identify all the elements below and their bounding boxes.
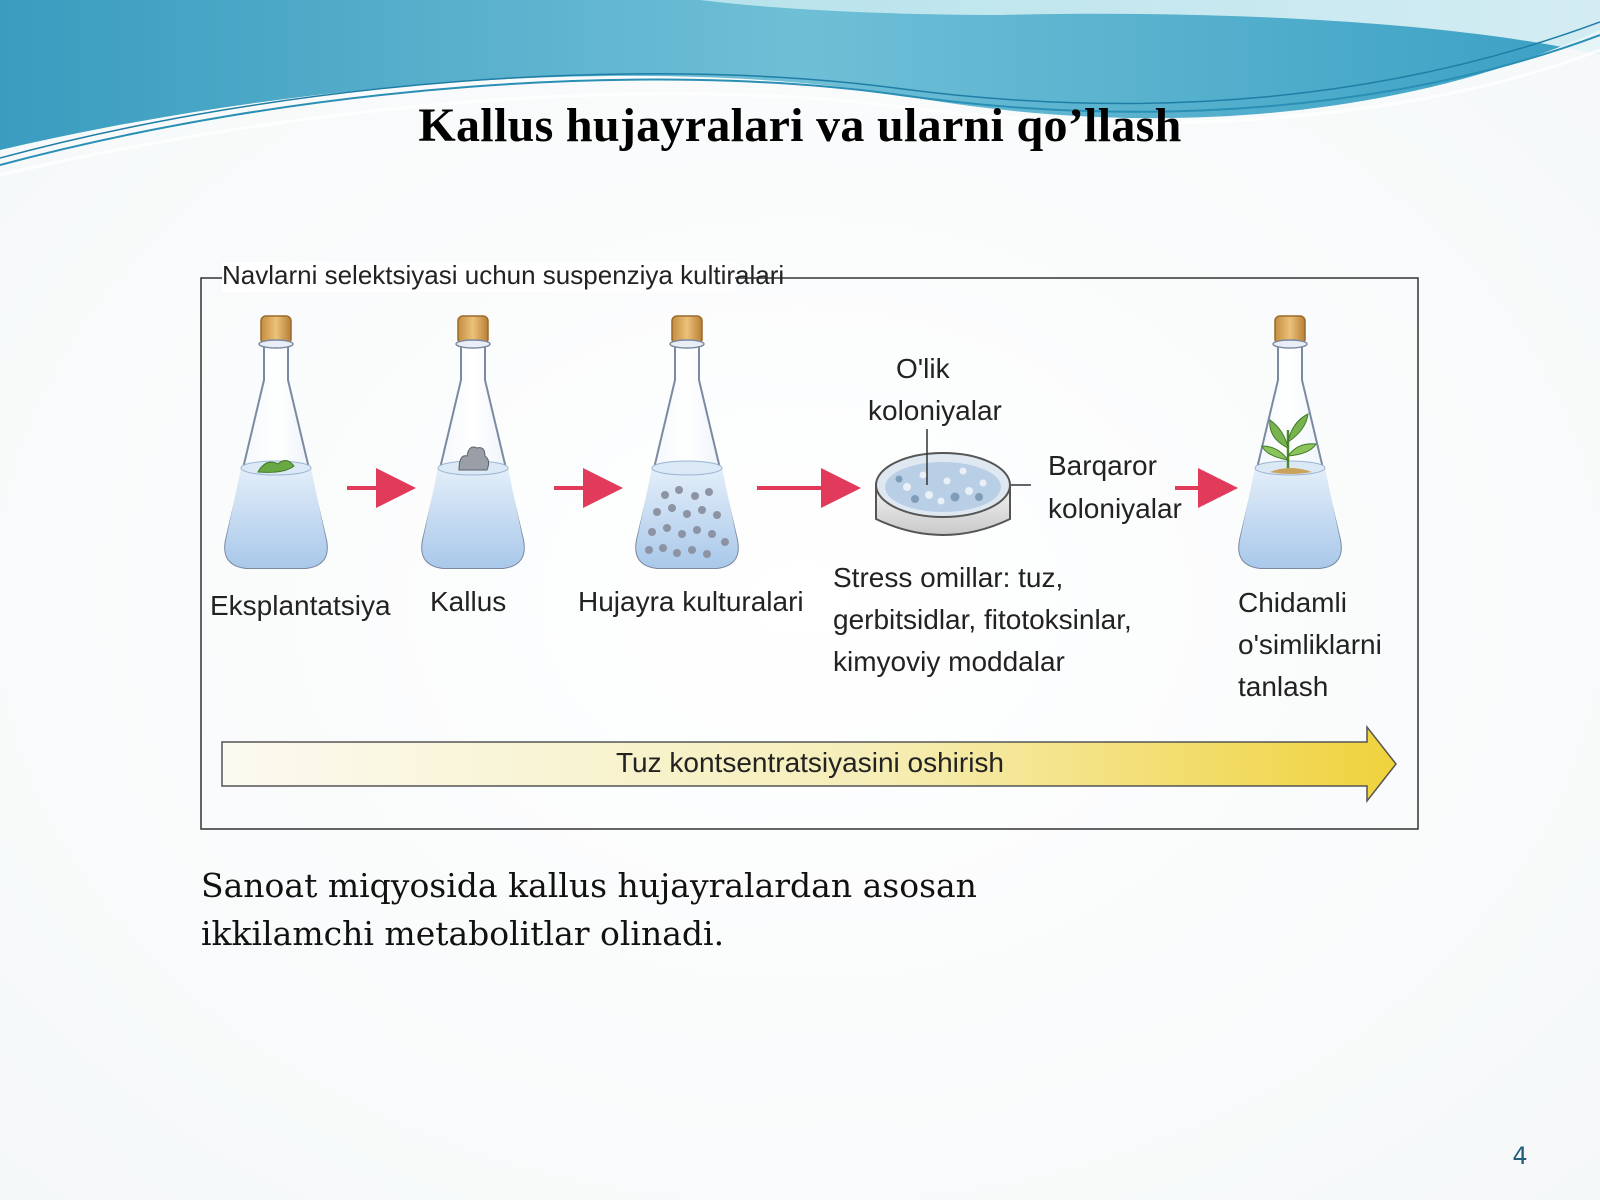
label-selection-1: Chidamli xyxy=(1238,587,1347,618)
label-stress-2: gerbitsidlar, fitotoksinlar, xyxy=(833,604,1132,635)
page-number: 4 xyxy=(1512,1142,1528,1170)
body-line-1: Sanoat miqyosida kallus hujayralardan asosan xyxy=(201,866,977,905)
flask-callus xyxy=(422,316,524,568)
label-dead-colonies-2: koloniyalar xyxy=(868,395,1002,426)
label-stable-colonies-1: Barqaror xyxy=(1048,450,1157,481)
label-selection-2: o'simliklarni xyxy=(1238,629,1382,660)
frame-title: Navlarni selektsiyasi uchun suspenziya kultiralari xyxy=(222,260,785,290)
slide-title: Kallus hujayralari va ularni qo’llash xyxy=(418,99,1182,152)
label-stress-1: Stress omillar: tuz, xyxy=(833,562,1064,593)
label-stable-colonies-2: koloniyalar xyxy=(1048,493,1182,524)
petri-dish xyxy=(876,429,1031,535)
body-text xyxy=(201,862,1001,958)
gradient-arrow-label: Tuz kontsentratsiyasini oshirish xyxy=(615,747,1005,778)
body-line-2: ikkilamchi metabolitlar olinadi. xyxy=(201,914,725,953)
label-explant: Eksplantatsiya xyxy=(210,590,391,621)
flask-explant xyxy=(225,316,327,568)
label-cell-cultures: Hujayra kulturalari xyxy=(578,586,804,617)
label-selection-3: tanlash xyxy=(1238,671,1329,702)
label-callus: Kallus xyxy=(430,586,507,617)
label-dead-colonies-1: O'lik xyxy=(896,353,950,384)
label-stress-3: kimyoviy moddalar xyxy=(833,646,1065,677)
flask-cell-cultures xyxy=(636,316,738,568)
flask-selection xyxy=(1239,316,1341,568)
